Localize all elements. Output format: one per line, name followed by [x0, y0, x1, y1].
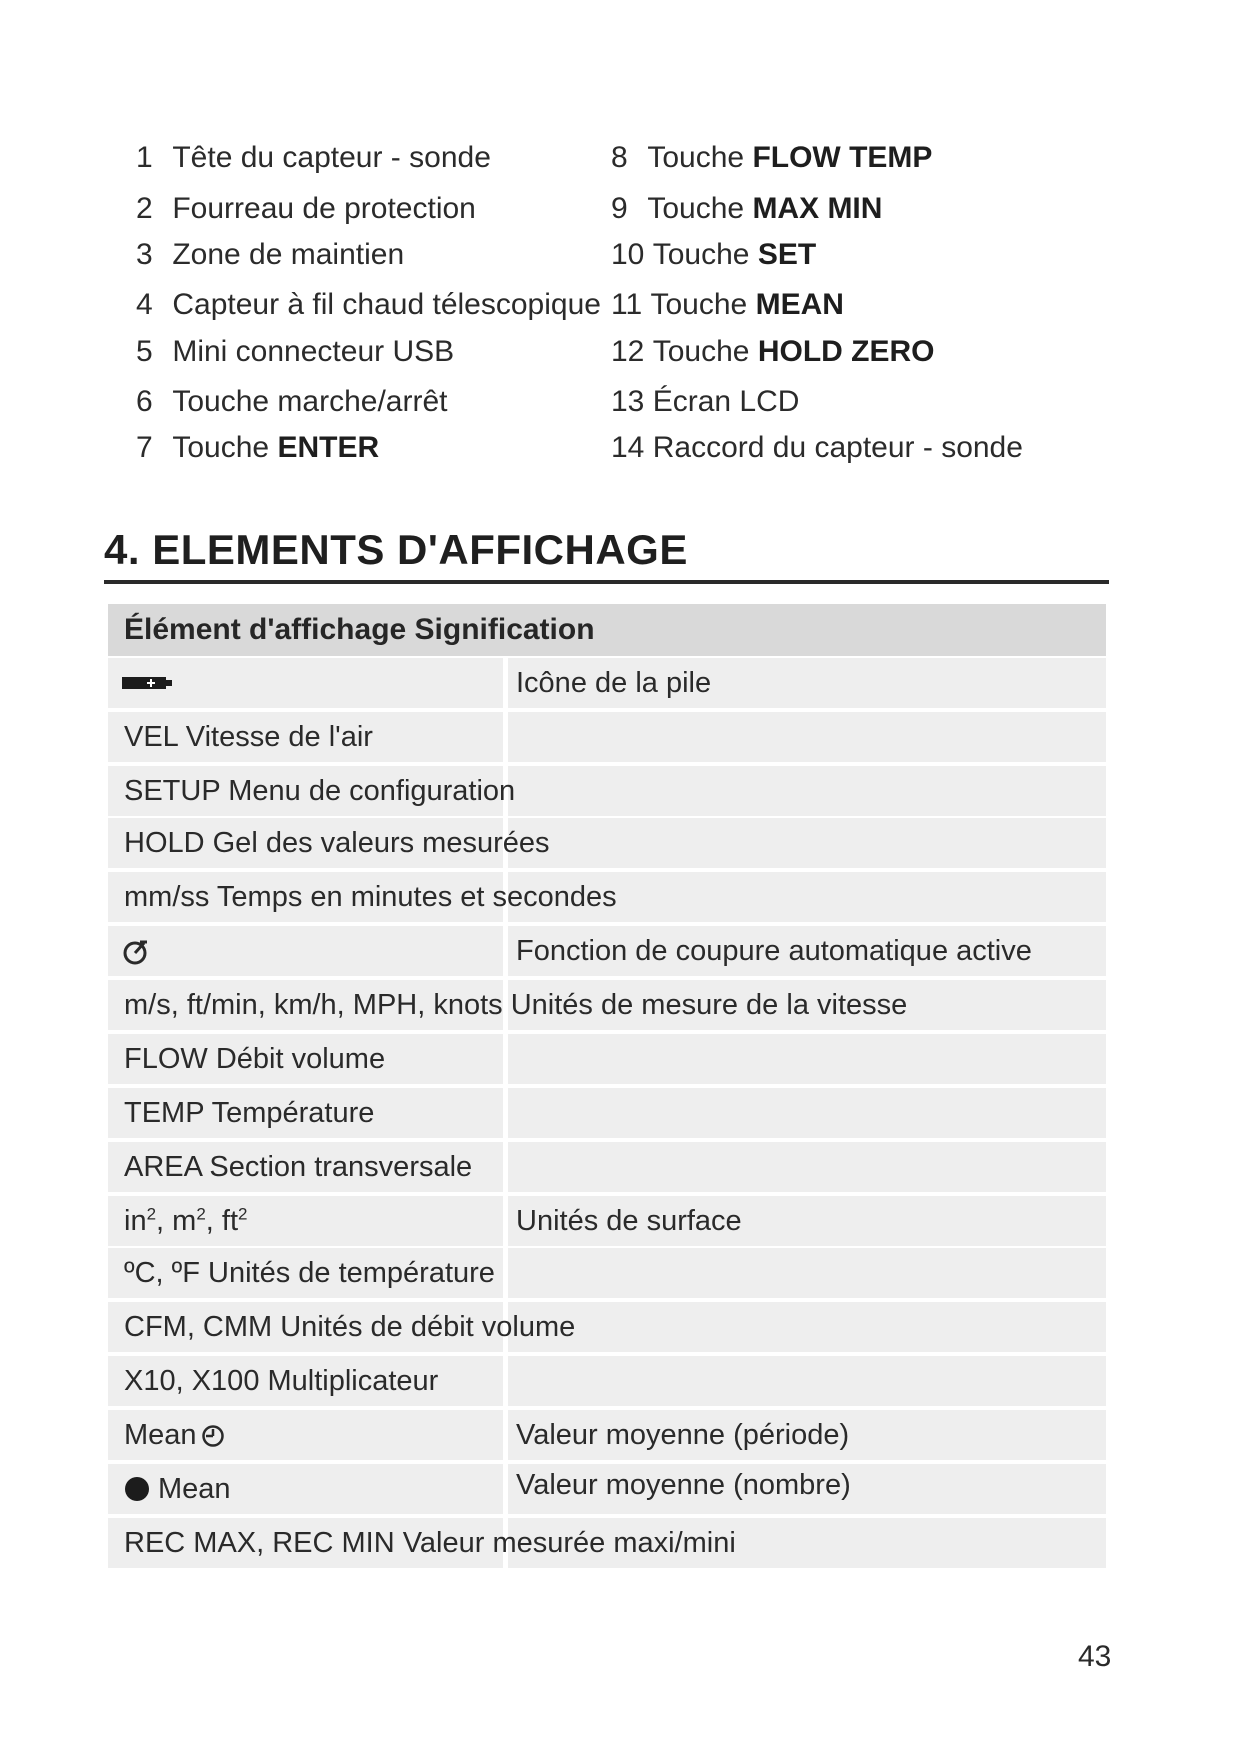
table-row	[108, 1034, 1106, 1084]
list-item	[611, 287, 844, 323]
list-item	[136, 430, 379, 466]
item-text: Touche	[650, 288, 748, 321]
key-name: MAX MIN	[752, 192, 883, 225]
list-item	[136, 237, 404, 273]
table-row	[108, 1248, 1106, 1298]
table-row	[108, 1410, 1106, 1460]
cell-meaning: Icône de la pile	[516, 667, 712, 699]
table-row	[108, 1088, 1106, 1138]
item-number: 1	[136, 141, 153, 174]
table-row	[108, 1196, 1106, 1246]
list-item	[136, 334, 454, 370]
cell-element: FLOW Débit volume	[124, 1043, 386, 1075]
page-number: 43	[1078, 1640, 1112, 1673]
parts-list	[136, 140, 1036, 480]
item-text: Touche	[647, 192, 745, 225]
item-number: 5	[136, 335, 153, 368]
item-number: 2	[136, 192, 153, 225]
auto-off-timer-icon	[122, 938, 150, 966]
table-row	[108, 1356, 1106, 1406]
item-text: Touche	[652, 335, 750, 368]
cell-element: Mean	[124, 1418, 225, 1452]
list-item	[611, 237, 816, 273]
item-text: Raccord du capteur - sonde	[652, 431, 1023, 464]
table-row	[108, 926, 1106, 976]
item-text: Tête du capteur - sonde	[172, 141, 491, 174]
item-text: Zone de maintien	[172, 238, 405, 271]
item-text: Touche	[652, 238, 750, 271]
key-name: HOLD ZERO	[757, 335, 935, 368]
item-text: Touche marche/arrêt	[172, 385, 448, 418]
item-number: 8	[611, 141, 628, 174]
cell-element: TEMP Température	[124, 1097, 375, 1129]
item-text: Capteur à fil chaud télescopique	[172, 288, 601, 321]
list-item	[611, 334, 934, 370]
table-row	[108, 980, 1106, 1030]
table-header	[108, 604, 1106, 656]
list-item	[611, 191, 882, 227]
item-text: Fourreau de protection	[172, 192, 476, 225]
key-name: ENTER	[277, 431, 380, 464]
list-item	[136, 287, 601, 323]
cell-element: ºC, ºF Unités de température	[124, 1257, 495, 1289]
cell-element: Mean	[124, 1472, 231, 1506]
item-number: 11	[611, 288, 643, 321]
table-row	[108, 872, 1106, 922]
section-title: 4. ELEMENTS D'AFFICHAGE	[104, 526, 688, 573]
cell-meaning: Fonction de coupure automatique active	[516, 935, 1032, 967]
table-row	[108, 658, 1106, 708]
cell-element: HOLD Gel des valeurs mesurées	[124, 827, 550, 859]
item-number: 12	[611, 335, 645, 368]
item-number: 9	[611, 192, 628, 225]
table-row	[108, 1518, 1106, 1568]
cell-element: REC MAX, REC MIN Valeur mesurée maxi/mini	[124, 1527, 736, 1559]
item-number: 6	[136, 385, 153, 418]
table-row	[108, 818, 1106, 868]
list-item	[136, 140, 491, 176]
cell-meaning: Valeur moyenne (période)	[516, 1419, 850, 1451]
list-item	[611, 140, 932, 176]
battery-icon	[122, 676, 178, 690]
table-row	[108, 1464, 1106, 1514]
cell-element: X10, X100 Multiplicateur	[124, 1365, 439, 1397]
list-item	[136, 191, 476, 227]
table-row	[108, 1302, 1106, 1352]
key-name: FLOW TEMP	[752, 141, 933, 174]
cell-element: VEL Vitesse de l'air	[124, 721, 373, 753]
table-row	[108, 712, 1106, 762]
item-number: 4	[136, 288, 153, 321]
list-item	[611, 384, 799, 420]
clock-icon	[201, 1424, 225, 1448]
cell-element: mm/ss Temps en minutes et secondes	[124, 881, 617, 913]
cell-element: SETUP Menu de configuration	[124, 775, 516, 807]
item-text: Touche	[647, 141, 745, 174]
item-number: 10	[611, 238, 645, 271]
cell-element: m/s, ft/min, km/h, MPH, knots Unités de mesure de la vitesse	[124, 989, 908, 1021]
cell-element: CFM, CMM Unités de débit volume	[124, 1311, 576, 1343]
cell-element: $in^2$, $m^2$, $ft^2$	[124, 1204, 248, 1237]
item-text: Touche	[172, 431, 270, 464]
table-header-text: Élément d'affichage Signification	[124, 613, 595, 646]
cell-element: AREA Section transversale	[124, 1151, 473, 1183]
key-name: SET	[757, 238, 817, 271]
filled-dot-icon	[124, 1476, 150, 1502]
list-item	[611, 430, 1023, 466]
item-number: 3	[136, 238, 153, 271]
item-text: Mini connecteur USB	[172, 335, 455, 368]
item-number: 13	[611, 385, 645, 418]
cell-meaning: Valeur moyenne (nombre)	[516, 1469, 851, 1501]
item-text: Écran LCD	[652, 385, 800, 418]
item-number: 7	[136, 431, 153, 464]
key-name: MEAN	[755, 288, 844, 321]
item-number: 14	[611, 431, 645, 464]
cell-meaning: Unités de surface	[516, 1205, 742, 1237]
list-item	[136, 384, 447, 420]
table-row	[108, 1142, 1106, 1192]
table-row	[108, 766, 1106, 816]
title-divider	[104, 580, 1109, 584]
